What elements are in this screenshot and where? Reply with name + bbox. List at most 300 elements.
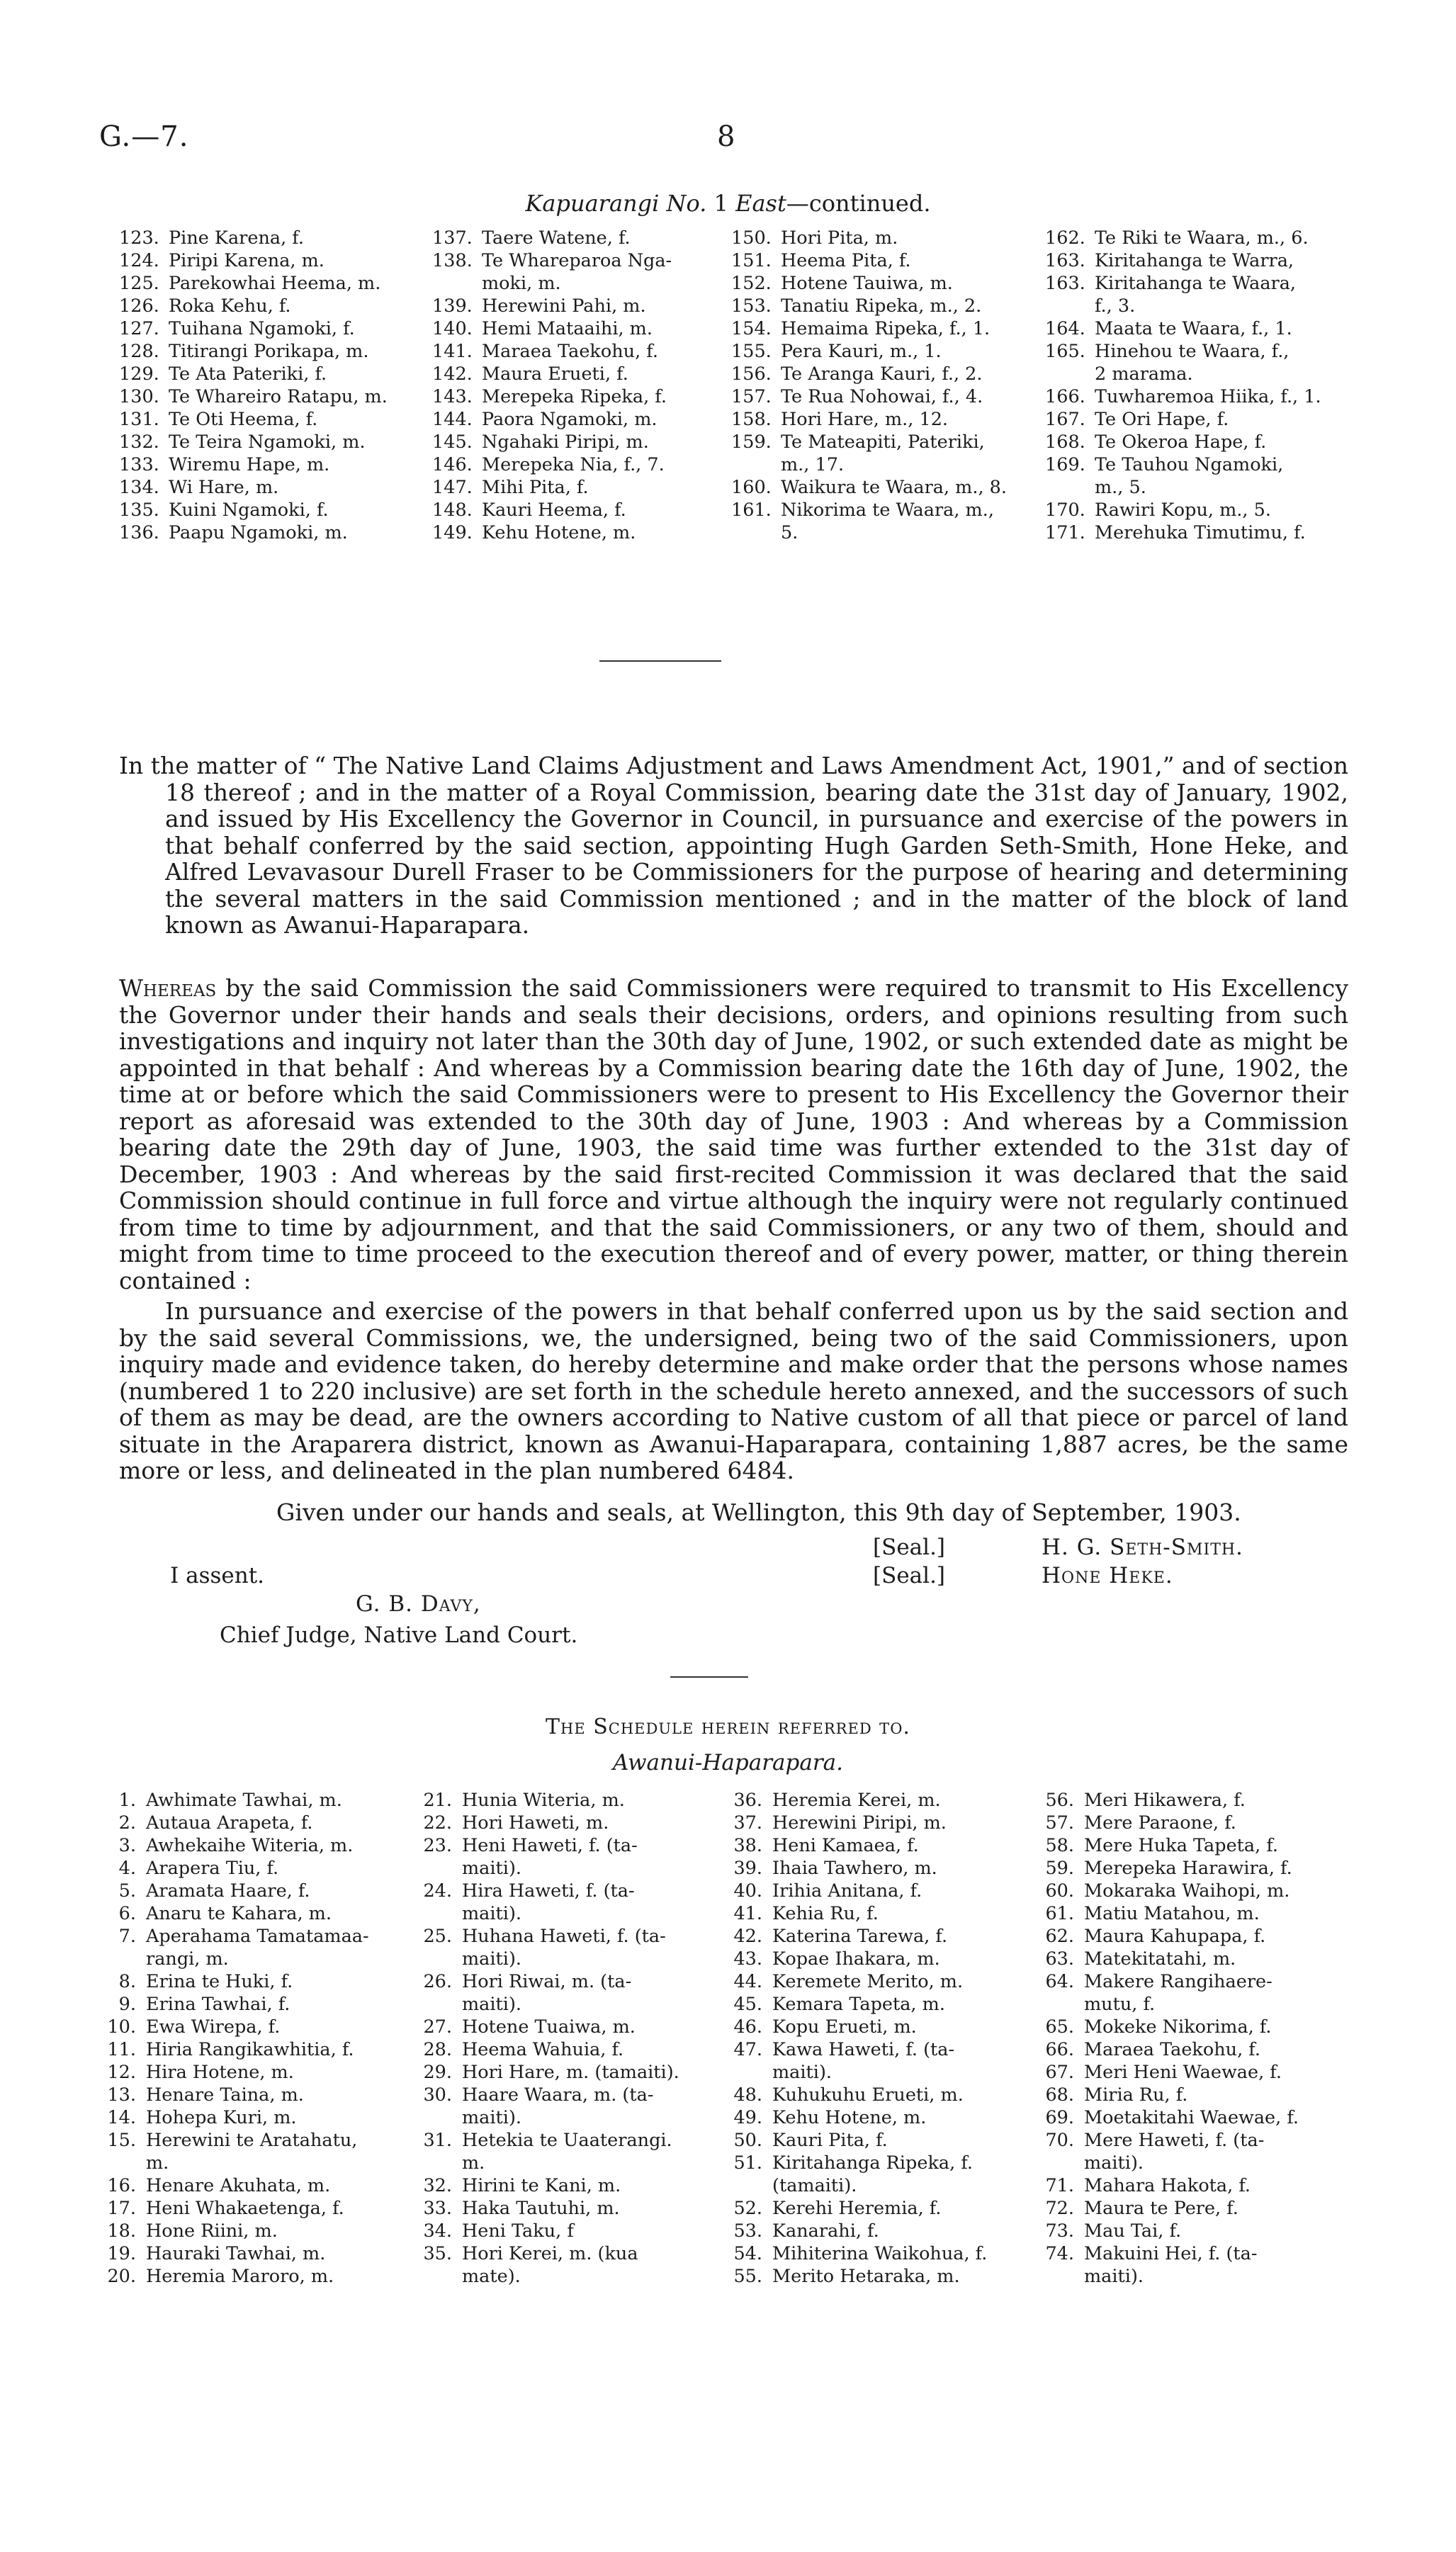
list-item <box>1044 1970 1356 1993</box>
list-item <box>106 2016 429 2038</box>
whereas-text: by the said Commission the said Commissioners were required to transmit to His Excellency the Governor under their hands and seals their decisions, orders, and opinions resulting from such investigations and inquiry not later than the 30th day of June, 1902, or such extended date as might be appointed in that behalf : And whereas by a Commission bearing date the 16th day of June, 1902, the time at or before which the said Commissioners were to present to His Excellency the Governor their report as aforesaid was extended to the 30th day of June, 1903 : And whereas by a Commission bearing date the 29th day of June, 1903, the said time was further extended to the 31st day of December, 1903 : And whereas by the said first-recited Commission it was declared that the said Commission should continue in full force and virtue although the inquiry were not regularly continued from time to time by adjournment, and that the said Commissioners, or any two of them, should and might from time to time proceed to the execution thereof and of every power, matter, or thing therein contained : <box>119 974 1348 1294</box>
item-number: 11. <box>107 2039 136 2060</box>
item-text: Awhekaihe Witeria, m. <box>146 1835 354 1856</box>
list-item <box>106 2265 429 2288</box>
item-text: Hiria Rangikawhitia, f. <box>146 2039 354 2060</box>
item-text: m. <box>146 2152 169 2174</box>
item-number: 135. <box>119 499 159 521</box>
item-text: Erina Tawhai, f. <box>146 1994 290 2015</box>
pursuance-paragraph: In pursuance and exercise of the powers in that behalf conferred upon us by the said section and by the said several Commissions, we, the undersigned, being two of the said Commissioners, upon inquiry made and evidence taken, do hereby determine and make order that the persons whose names (numbered 1 to 220 inclusive) are set forth in the schedule hereto annexed, and the successors of such of them as may be dead, are the owners according to Native custom of all that piece or parcel of land situate in the Araparera district, known as Awanui-Haparapara, containing 1,887 acres, be the same more or less, and delineated in the plan numbered 6484. <box>119 1297 1348 1484</box>
list-item <box>119 408 424 431</box>
list-item <box>422 1970 733 1993</box>
list-item <box>1044 2016 1356 2038</box>
item-text: Hotene Tauiwa, m. <box>781 273 953 294</box>
item-text: Paora Ngamoki, m. <box>482 409 658 430</box>
item-text: Titirangi Porikapa, m. <box>169 341 369 362</box>
assent-text: I assent. <box>170 1563 265 1588</box>
item-number: 171. <box>1045 522 1085 543</box>
list-item <box>432 385 724 408</box>
item-number: 28. <box>423 2039 452 2060</box>
item-text: Huhana Haweti, f. (ta- <box>462 1926 666 1947</box>
list-item <box>733 2106 1044 2129</box>
item-text: Kauri Heema, f. <box>482 499 626 521</box>
item-number: 128. <box>119 341 159 362</box>
list-item <box>119 431 424 453</box>
list-item <box>1045 408 1357 431</box>
list-item <box>106 2197 429 2220</box>
item-text: Hetekia te Uaaterangi. <box>462 2130 672 2151</box>
signer-2: Hone Heke. <box>1042 1563 1173 1588</box>
page-number: 8 <box>717 120 735 153</box>
item-text: Te Aranga Kauri, f., 2. <box>781 363 983 385</box>
list-item <box>106 1993 429 2016</box>
item-text: Merepeka Nia, f., 7. <box>482 454 665 475</box>
item-number: 163. <box>1045 273 1085 294</box>
item-text: Mere Huka Tapeta, f. <box>1084 1835 1278 1856</box>
item-text: Heni Kamaea, f. <box>772 1835 919 1856</box>
item-number: 151. <box>731 250 772 271</box>
list-item <box>432 453 724 476</box>
item-number: 13. <box>107 2084 136 2106</box>
item-number: 30. <box>423 2084 452 2106</box>
item-text: Wiremu Hape, m. <box>169 454 330 475</box>
list-item <box>119 272 424 295</box>
list-item <box>422 1789 733 1812</box>
list-item <box>1045 272 1357 295</box>
item-number: 160. <box>731 477 772 498</box>
list-item <box>106 2220 429 2242</box>
item-number <box>106 1948 136 1970</box>
matter-paragraph-text: In the matter of “ The Native Land Claims Adjustment and Laws Amendment Act, 1901,” and of section 18 thereof ; and in the matter of a Royal Commission, bearing date the 31st day of January, 1902, and issued by His Excellency the Governor in Council, in pursuance and exercise of the powers in that behalf conferred by the said section, appointing Hugh Garden Seth-Smith, Hone Heke, and Alfred Levavasour Durell Fraser to be Commissioners for the purpose of hearing and determining the several matters in the said Commission mentioned ; and in the matter of the block of land known as Awanui-Haparapara. <box>119 752 1348 939</box>
list-item-continuation <box>1045 295 1357 317</box>
list-item <box>422 2197 733 2220</box>
list-item <box>731 249 1036 272</box>
item-number: 64. <box>1045 1971 1074 1992</box>
list-item <box>733 2016 1044 2038</box>
schedule-column-3 <box>733 1789 1044 2288</box>
item-number <box>731 521 771 544</box>
item-number: 126. <box>119 295 159 317</box>
list-item <box>733 2220 1044 2242</box>
item-text: Kehia Ru, f. <box>772 1903 879 1924</box>
item-text: Te Teira Ngamoki, m. <box>169 431 366 453</box>
item-text: Kopae Ihakara, m. <box>772 1948 940 1970</box>
item-number: 62. <box>1045 1926 1074 1947</box>
list-item <box>432 521 724 544</box>
list-item <box>119 249 424 272</box>
item-number: 71. <box>1045 2175 1074 2196</box>
item-text: Meri Heni Waewae, f. <box>1084 2062 1282 2083</box>
item-text: Anaru te Kahara, m. <box>146 1903 332 1924</box>
item-text: maiti). <box>462 1858 521 1879</box>
list-item <box>422 1880 733 1902</box>
item-text: m., 17. <box>781 454 845 475</box>
item-number <box>432 272 472 295</box>
item-text: 5. <box>781 522 798 543</box>
item-text: Makere Rangihaere- <box>1084 1971 1272 1992</box>
item-number: 142. <box>432 363 473 385</box>
item-text: maiti). <box>462 2107 521 2128</box>
item-text: Herewini te Aratahatu, <box>146 2130 358 2151</box>
item-number: 74. <box>1045 2243 1074 2264</box>
list-item <box>422 2174 733 2197</box>
item-number: 123. <box>119 227 159 249</box>
list-item <box>1045 431 1357 453</box>
item-text: Te Riki te Waara, m., 6. <box>1095 227 1309 249</box>
list-item <box>106 1789 429 1812</box>
item-number: 65. <box>1045 2016 1074 2038</box>
list-item <box>106 2084 429 2106</box>
list-item <box>106 1857 429 1880</box>
list-item <box>422 2016 733 2038</box>
item-text: Wi Hare, m. <box>169 477 279 498</box>
item-text: Irihia Anitana, f. <box>772 1880 922 1902</box>
list-item <box>1045 340 1357 363</box>
item-number: 68. <box>1045 2084 1074 2106</box>
item-text: Mihiterina Waikohua, f. <box>772 2243 988 2264</box>
item-text: Matiu Matahou, m. <box>1084 1903 1260 1924</box>
item-text: Heremia Maroro, m. <box>146 2266 334 2287</box>
list-item-continuation <box>422 1902 733 1925</box>
list-item-continuation <box>422 1948 733 1970</box>
list-item <box>733 1789 1044 1812</box>
item-number: 149. <box>432 522 473 543</box>
item-number: 58. <box>1045 1835 1074 1856</box>
list-item <box>1044 2038 1356 2061</box>
item-text: Arapera Tiu, f. <box>146 1858 279 1879</box>
item-text: Heni Whakaetenga, f. <box>146 2198 344 2219</box>
page-reference: G.—7. <box>99 120 189 153</box>
item-number <box>422 2106 452 2129</box>
list-item <box>733 2242 1044 2265</box>
list-item <box>432 227 724 249</box>
list-item <box>733 2129 1044 2152</box>
schedule-column-2 <box>422 1789 733 2288</box>
item-number: 161. <box>731 499 772 521</box>
list-item <box>1044 2084 1356 2106</box>
item-number: 164. <box>1045 318 1085 339</box>
list-item <box>731 272 1036 295</box>
list-item <box>1044 1902 1356 1925</box>
list-item <box>1044 2129 1356 2152</box>
list-item <box>119 295 424 317</box>
item-text: Miria Ru, f. <box>1084 2084 1188 2106</box>
item-text: Tuihana Ngamoki, f. <box>169 318 355 339</box>
schedule-heading: The Schedule herein referred to. <box>546 1715 910 1739</box>
item-number <box>1044 2152 1074 2174</box>
item-number: 66. <box>1045 2039 1074 2060</box>
kapuarangi-column-2 <box>432 227 724 544</box>
item-number: 27. <box>423 2016 452 2038</box>
list-item <box>432 408 724 431</box>
item-number: 145. <box>432 431 473 453</box>
list-item-continuation <box>731 453 1036 476</box>
item-text: Mere Haweti, f. (ta- <box>1084 2130 1265 2151</box>
item-text: Hemaima Ripeka, f., 1. <box>781 318 991 339</box>
list-item <box>432 249 724 272</box>
item-text: Hemi Mataaihi, m. <box>482 318 653 339</box>
list-item <box>733 2038 1044 2061</box>
item-number <box>422 1948 452 1970</box>
item-number: 131. <box>119 409 159 430</box>
item-text: Henare Taina, m. <box>146 2084 304 2106</box>
list-item-continuation <box>1044 1993 1356 2016</box>
item-text: Te Mateapiti, Pateriki, <box>781 431 985 453</box>
item-text: Aperahama Tamatamaa- <box>146 1926 369 1947</box>
list-item <box>1044 2106 1356 2129</box>
item-number: 5. <box>118 1880 136 1902</box>
item-number: 57. <box>1045 1812 1074 1834</box>
list-item-continuation <box>731 521 1036 544</box>
list-item <box>731 499 1036 521</box>
item-text: Paapu Ngamoki, m. <box>169 522 348 543</box>
list-item-continuation <box>432 272 724 295</box>
item-text: Kehu Hotene, m. <box>772 2107 927 2128</box>
list-item-continuation <box>422 1857 733 1880</box>
kapuarangi-column-1 <box>119 227 424 544</box>
item-number: 49. <box>733 2107 762 2128</box>
item-number: 32. <box>423 2175 452 2196</box>
item-number: 42. <box>733 1926 762 1947</box>
item-text: Hori Hare, m., 12. <box>781 409 949 430</box>
item-text: Hori Pita, m. <box>781 227 898 249</box>
item-text: Meri Hikawera, f. <box>1084 1790 1246 1811</box>
item-text: Kiritahanga Ripeka, f. <box>772 2152 973 2174</box>
list-item <box>422 2129 733 2152</box>
section-title-plain: 1 <box>706 190 736 217</box>
list-item <box>733 2197 1044 2220</box>
item-text: maiti). <box>462 1994 521 2015</box>
item-text: Kerehi Heremia, f. <box>772 2198 942 2219</box>
list-item <box>733 2265 1044 2288</box>
list-item-continuation <box>1044 2152 1356 2174</box>
item-number: 59. <box>1045 1858 1074 1879</box>
item-text: Haare Waara, m. (ta- <box>462 2084 654 2106</box>
list-item <box>731 227 1036 249</box>
list-item <box>106 2242 429 2265</box>
section-title <box>0 190 1456 217</box>
item-number: 69. <box>1045 2107 1074 2128</box>
item-text: Hori Hare, m. (tamaiti). <box>462 2062 679 2083</box>
item-number: 47. <box>733 2039 762 2060</box>
item-text: Mihi Pita, f. <box>482 477 589 498</box>
list-item <box>731 295 1036 317</box>
list-item <box>731 431 1036 453</box>
item-text: Erina te Huki, f. <box>146 1971 293 1992</box>
item-number <box>106 2152 136 2174</box>
item-text: maiti). <box>772 2062 832 2083</box>
item-text: maiti). <box>462 1903 521 1924</box>
item-text: maiti). <box>1084 2152 1144 2174</box>
item-text: Kauri Pita, f. <box>772 2130 888 2151</box>
item-number: 37. <box>733 1812 762 1834</box>
list-item <box>106 2174 429 2197</box>
item-number: 6. <box>118 1903 136 1924</box>
item-text: Hira Haweti, f. (ta- <box>462 1880 635 1902</box>
item-number: 16. <box>107 2175 136 2196</box>
item-number: 129. <box>119 363 159 385</box>
item-text: Heema Pita, f. <box>781 250 911 271</box>
item-text: Waikura te Waara, m., 8. <box>781 477 1007 498</box>
item-number: 143. <box>432 386 473 407</box>
list-item <box>422 2061 733 2084</box>
item-number <box>1045 363 1085 385</box>
item-number: 34. <box>423 2220 452 2242</box>
item-text: Maura Erueti, f. <box>482 363 628 385</box>
item-number <box>731 453 771 476</box>
item-text: f., 3. <box>1095 295 1136 317</box>
item-number: 72. <box>1045 2198 1074 2219</box>
list-item <box>119 363 424 385</box>
item-text: Maata te Waara, f., 1. <box>1095 318 1292 339</box>
item-text: Heema Wahuia, f. <box>462 2039 624 2060</box>
item-text: Ewa Wirepa, f. <box>146 2016 281 2038</box>
item-number: 125. <box>119 273 159 294</box>
signer-1: H. G. Seth-Smith. <box>1042 1535 1243 1560</box>
list-item <box>731 385 1036 408</box>
item-number: 140. <box>432 318 473 339</box>
item-text: Merepeka Ripeka, f. <box>482 386 667 407</box>
item-number: 10. <box>107 2016 136 2038</box>
item-number: 12. <box>107 2062 136 2083</box>
list-item <box>733 1857 1044 1880</box>
item-number: 51. <box>733 2152 762 2174</box>
item-number: 46. <box>733 2016 762 2038</box>
item-number: 56. <box>1045 1790 1074 1811</box>
item-text: Herewini Piripi, m. <box>772 1812 947 1834</box>
list-item-continuation <box>1044 2265 1356 2288</box>
item-text: Hinehou te Waara, f., <box>1095 341 1289 362</box>
item-number: 61. <box>1045 1903 1074 1924</box>
item-text: Aramata Haare, f. <box>146 1880 310 1902</box>
item-number: 147. <box>432 477 473 498</box>
whereas-word: Whereas <box>119 974 217 1002</box>
item-number: 134. <box>119 477 159 498</box>
item-number: 54. <box>733 2243 762 2264</box>
list-item <box>733 1812 1044 1834</box>
item-number: 39. <box>733 1858 762 1879</box>
list-item <box>1044 1948 1356 1970</box>
item-number: 33. <box>423 2198 452 2219</box>
item-text: Henare Akuhata, m. <box>146 2175 331 2196</box>
item-text: Te Ata Pateriki, f. <box>169 363 327 385</box>
list-item-continuation <box>106 2152 429 2174</box>
item-number: 154. <box>731 318 772 339</box>
item-number: 133. <box>119 454 159 475</box>
item-number: 17. <box>107 2198 136 2219</box>
list-item <box>432 363 724 385</box>
list-item <box>119 499 424 521</box>
list-item <box>106 1812 429 1834</box>
list-item <box>119 227 424 249</box>
list-item <box>119 317 424 340</box>
item-text: Ihaia Tawhero, m. <box>772 1858 937 1879</box>
item-text: Merito Hetaraka, m. <box>772 2266 960 2287</box>
item-text: Hauraki Tawhai, m. <box>146 2243 326 2264</box>
whereas-paragraph <box>119 975 1348 1294</box>
item-number: 63. <box>1045 1948 1074 1970</box>
item-text: Matekitatahi, m. <box>1084 1948 1236 1970</box>
item-number: 7. <box>118 1926 136 1947</box>
item-number: 156. <box>731 363 772 385</box>
item-number: 53. <box>733 2220 762 2242</box>
list-item <box>119 521 424 544</box>
list-item <box>1044 1925 1356 1948</box>
list-item <box>1044 1789 1356 1812</box>
list-item <box>106 1834 429 1857</box>
item-text: Maura Kahupapa, f. <box>1084 1926 1266 1947</box>
list-item-continuation <box>422 2106 733 2129</box>
item-number: 31. <box>423 2130 452 2151</box>
item-number: 67. <box>1045 2062 1074 2083</box>
item-text: m., 5. <box>1095 477 1146 498</box>
item-number: 132. <box>119 431 159 453</box>
list-item <box>106 2129 429 2152</box>
list-item <box>106 1902 429 1925</box>
item-number: 14. <box>107 2107 136 2128</box>
item-number: 150. <box>731 227 772 249</box>
given-line: Given under our hands and seals, at Wellington, this 9th day of September, 1903. <box>276 1498 1241 1526</box>
item-number: 165. <box>1045 341 1085 362</box>
item-number: 52. <box>733 2198 762 2219</box>
item-text: Katerina Tarewa, f. <box>772 1926 948 1947</box>
item-number: 127. <box>119 318 159 339</box>
item-number: 162. <box>1045 227 1085 249</box>
list-item <box>432 317 724 340</box>
item-text: (tamaiti). <box>772 2175 857 2196</box>
list-item-continuation <box>1045 476 1357 499</box>
list-item <box>1044 2197 1356 2220</box>
list-item <box>1045 227 1357 249</box>
item-number <box>422 2265 452 2288</box>
item-number: 144. <box>432 409 473 430</box>
item-number: 153. <box>731 295 772 317</box>
list-item <box>733 1834 1044 1857</box>
list-item <box>733 1993 1044 2016</box>
item-number: 8. <box>118 1971 136 1992</box>
list-item <box>422 2220 733 2242</box>
item-number <box>733 2174 762 2197</box>
item-number: 44. <box>733 1971 762 1992</box>
seal-2: [Seal.] <box>873 1563 946 1588</box>
item-number: 18. <box>107 2220 136 2242</box>
item-number: 159. <box>731 431 772 453</box>
schedule-column-1 <box>106 1789 429 2288</box>
item-text: Te Whareiro Ratapu, m. <box>169 386 388 407</box>
list-item-continuation <box>422 2152 733 2174</box>
item-text: Heni Taku, f <box>462 2220 574 2242</box>
item-text: Tuwharemoa Hiika, f., 1. <box>1095 386 1321 407</box>
list-item <box>731 363 1036 385</box>
item-text: Tanatiu Ripeka, m., 2. <box>781 295 982 317</box>
list-item <box>1044 1857 1356 1880</box>
item-text: Kiritahanga te Waara, <box>1095 273 1297 294</box>
item-text: Piripi Karena, m. <box>169 250 325 271</box>
item-text: Kopu Erueti, m. <box>772 2016 917 2038</box>
item-text: rangi, m. <box>146 1948 229 1970</box>
item-text: Maura te Pere, f. <box>1084 2198 1238 2219</box>
item-number: 73. <box>1045 2220 1074 2242</box>
item-number <box>422 1857 452 1880</box>
item-number <box>1044 1993 1074 2016</box>
item-number: 23. <box>423 1835 452 1856</box>
item-number <box>422 1993 452 2016</box>
item-text: Taere Watene, f. <box>482 227 631 249</box>
item-text: Hotene Tuaiwa, m. <box>462 2016 636 2038</box>
item-text: Te Tauhou Ngamoki, <box>1095 454 1284 475</box>
list-item <box>106 2038 429 2061</box>
item-text: Hori Haweti, m. <box>462 1812 609 1834</box>
